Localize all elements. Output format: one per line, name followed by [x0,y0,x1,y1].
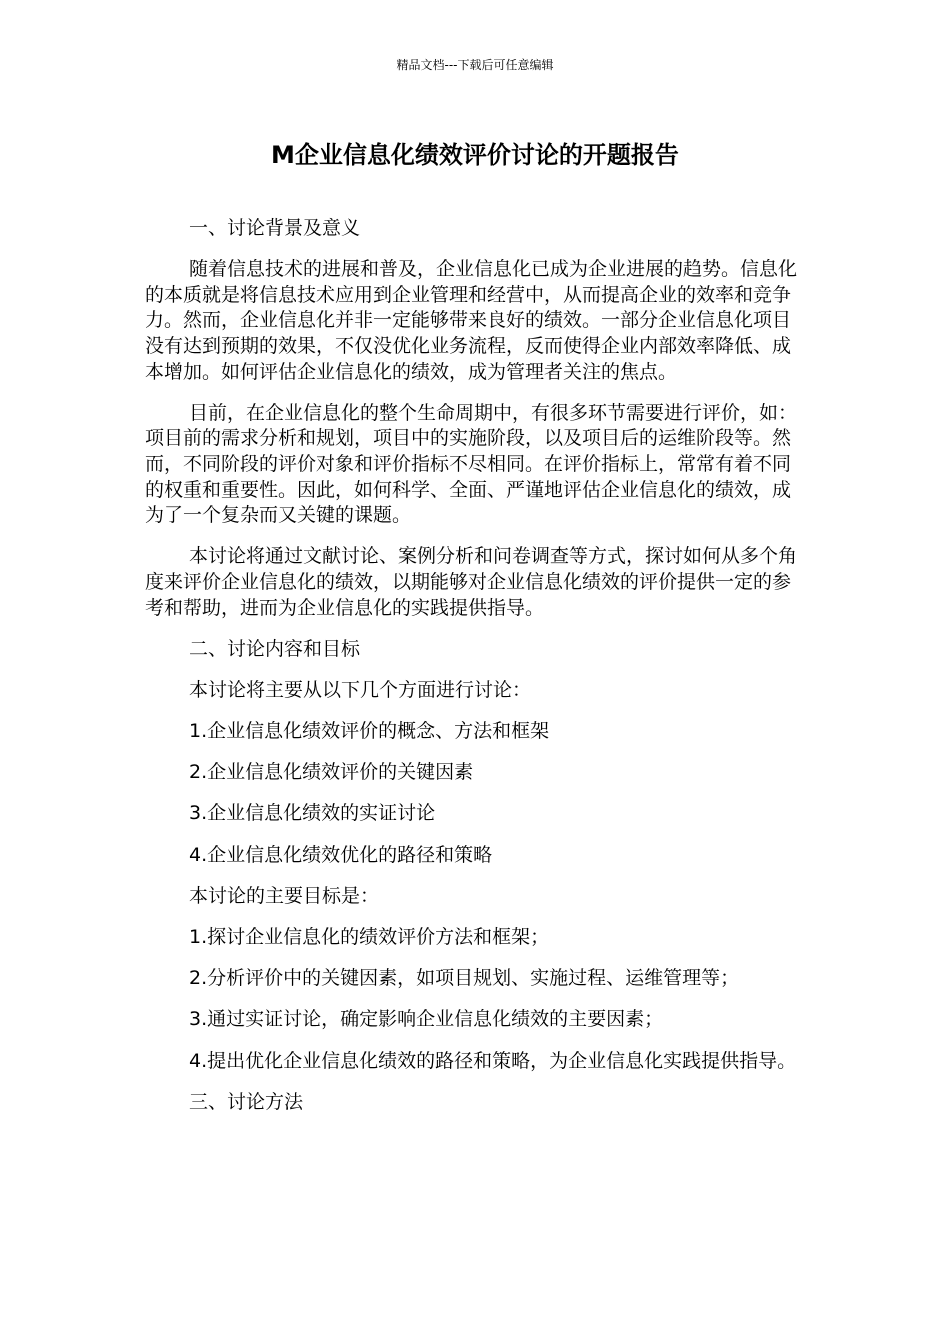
list-item-goal-1: 1.探讨企业信息化的绩效评价方法和框架； [189,926,550,948]
list-item-content-4: 4.企业信息化绩效优化的路径和策略 [189,843,493,866]
section-heading-methods: 三、讨论方法 [189,1090,304,1113]
page-header: 精品文档---下载后可任意编辑 [396,58,554,72]
list-item-goal-3: 3.通过实证讨论，确定影响企业信息化绩效的主要因素； [189,1008,664,1031]
paragraph-content-intro: 本讨论将主要从以下几个方面进行讨论： [189,678,532,701]
document-title: M企业信息化绩效评价讨论的开题报告 [271,141,679,169]
section-heading-background: 一、讨论背景及意义 [189,217,361,239]
section-heading-content: 二、讨论内容和目标 [189,637,361,660]
paragraph-approach: 本讨论将通过文献讨论、案例分析和问卷调查等方式，探讨如何从多个角度来评价企业信息化的绩效，以期能够对企业信息化绩效的评价提供一定的参考和帮助，进而为企业信息化的实践提供指导。 [145,545,798,619]
paragraph-current-state: 目前，在企业信息化的整个生命周期中，有很多环节需要进行评价，如：项目前的需求分析和规划，项目中的实施阶段，以及项目后的运维阶段等。然而，不同阶段的评价对象和评价指标不尽相同。在评价指标上，常常有着不同的权重和重要性。因此，如何科学、全面、严谨地评估企业信息化的绩效，成为了一个复杂而又关键的课题。 [145,401,798,527]
list-item-goal-4: 4.提出优化企业信息化绩效的路径和策略，为企业信息化实践提供指导。 [189,1049,797,1072]
list-item-goal-2: 2.分析评价中的关键因素，如项目规划、实施过程、运维管理等； [189,967,740,990]
list-item-content-2: 2.企业信息化绩效评价的关键因素 [189,761,474,784]
paragraph-background: 随着信息技术的进展和普及，企业信息化已成为企业进展的趋势。信息化的本质就是将信息技术应用到企业管理和经营中，从而提高企业的效率和竞争力。然而，企业信息化并非一定能够带来良好的绩效。一部分企业信息化项目没有达到预期的效果，不仅没优化业务流程，反而使得企业内部效率降低、成本增加。如何评估企业信息化的绩效，成为管理者关注的焦点。 [145,258,798,383]
list-item-content-1: 1.企业信息化绩效评价的概念、方法和框架 [189,720,550,743]
document-body [145,216,805,1131]
paragraph-goals-intro: 本讨论的主要目标是： [189,884,380,907]
list-item-content-3: 3.企业信息化绩效的实证讨论 [189,802,436,825]
